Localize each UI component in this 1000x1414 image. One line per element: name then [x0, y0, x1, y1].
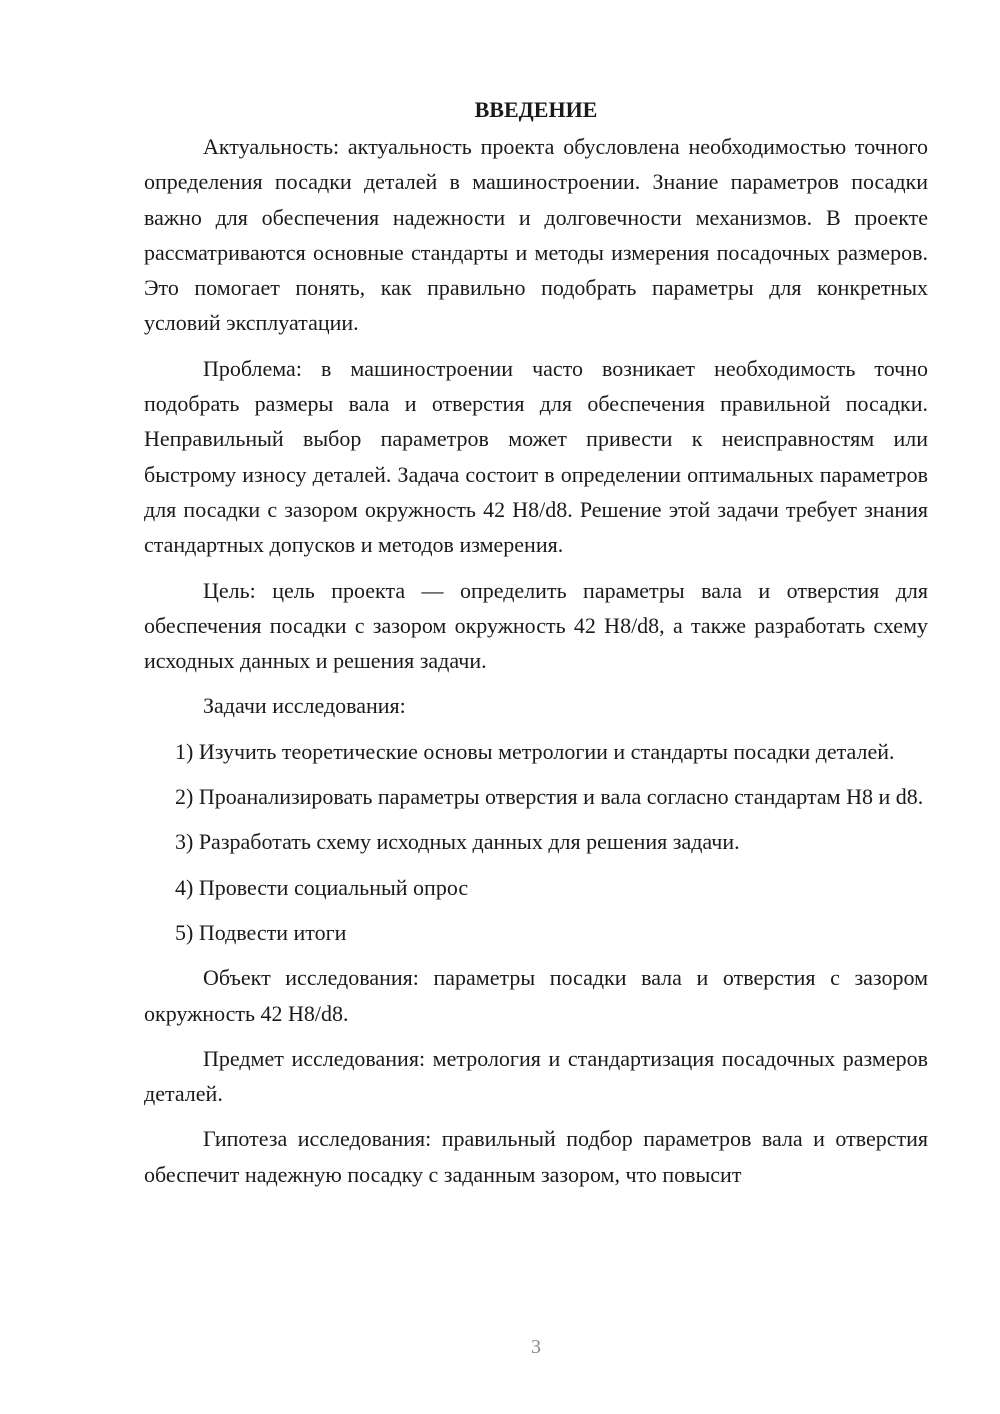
paragraph-tasks-heading: Задачи исследования:: [203, 693, 406, 719]
section-title: ВВЕДЕНИЕ: [474, 97, 598, 122]
paragraph-relevance: Актуальность: актуальность проекта обусловлена необходимостью точного определения посадки деталей в машиностроении. Знание параметров посадки важно для обеспечения надежности и долговечности механизмов. В проекте рассматриваются основные стандарты и методы измерения посадочных размеров. Это помогает понять, как правильно подобрать параметры для конкретных условий эксплуатации.: [144, 134, 928, 336]
paragraph-hypothesis: Гипотеза исследования: правильный подбор параметров вала и отверстия обеспечит надежную посадку с заданным зазором, что повысит: [144, 1126, 928, 1187]
page-content: [144, 92, 928, 1202]
task-item-3: 3) Разработать схему исходных данных для решения задачи.: [175, 829, 740, 855]
task-item-4: 4) Провести социальный опрос: [175, 874, 469, 900]
paragraph-goal: Цель: цель проекта — определить параметры вала и отверстия для обеспечения посадки с зазором окружность 42 H8/d8, а также разработать схему исходных данных и решения задачи.: [144, 577, 928, 674]
task-item-1: 1) Изучить теоретические основы метрологии и стандарты посадки деталей.: [175, 738, 895, 764]
paragraph-object: Объект исследования: параметры посадки вала и отверстия с зазором окружность 42 H8/d8.: [144, 965, 928, 1026]
task-item-5: 5) Подвести итоги: [175, 919, 347, 945]
task-item-2: 2) Проанализировать параметры отверстия и вала согласно стандартам H8 и d8.: [175, 784, 924, 810]
page-number: 3: [531, 1336, 541, 1358]
paragraph-problem: Проблема: в машиностроении часто возникает необходимость точно подобрать размеры вала и отверстия для обеспечения правильной посадки. Неправильный выбор параметров может привести к неисправностям или быстрому износу деталей. Задача состоит в определении оптимальных параметров для посадки с зазором окружность 42 H8/d8. Решение этой задачи требует знания стандартных допусков и методов измерения.: [144, 355, 928, 558]
paragraph-subject: Предмет исследования: метрология и стандартизация посадочных размеров деталей.: [144, 1045, 928, 1107]
